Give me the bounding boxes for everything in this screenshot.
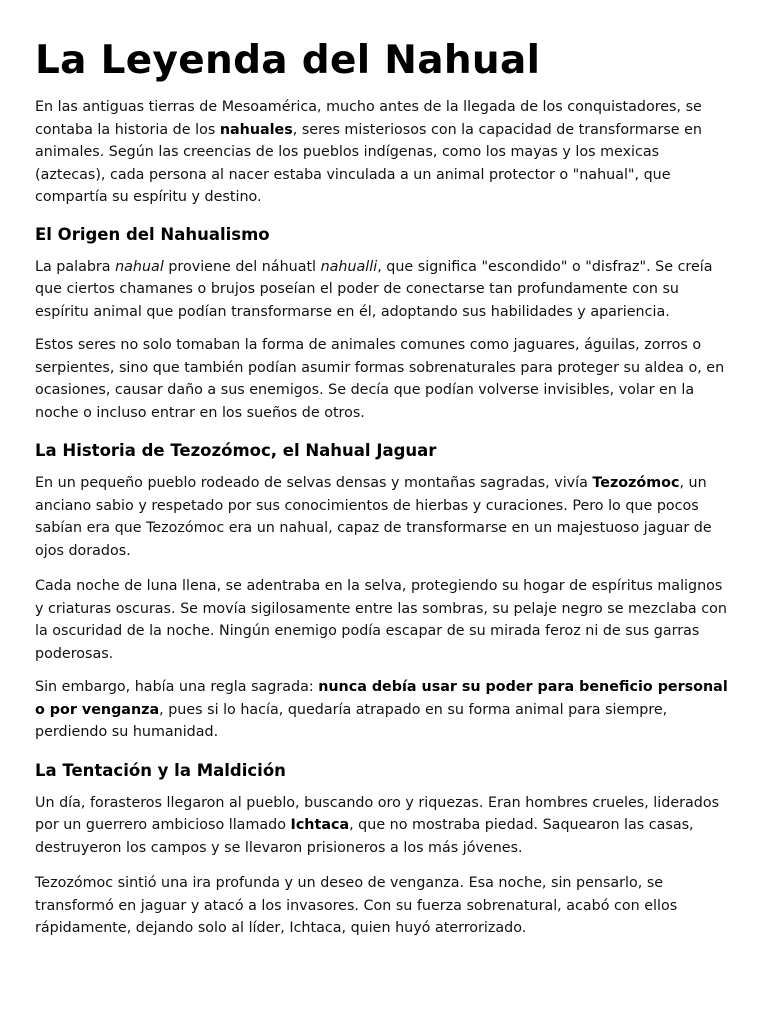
historia-paragraph-2: Cada noche de luna llena, se adentraba en la selva, protegiendo su hogar de espíritus malignos y criaturas oscuras. Se movía sigilosamente entre las sombras, su pelaje negro se mezclaba con la oscuridad de la noche. Ningún enemigo podía escapar de su mirada feroz ni de sus garras poderosas. <box>35 578 727 662</box>
historia-paragraph-3 <box>35 676 734 744</box>
historia-p1-text-2: , un anciano sabio y respetado por sus conocimientos de hierbas y curaciones. Pero lo que pocos sabían era que Tezozómoc era un nahual, capaz de transformarse en un majestuoso jaguar de ojos dorados. <box>35 475 712 559</box>
section-heading-origen: El Origen del Nahualismo <box>35 224 270 244</box>
historia-p1-text-1: En un pequeño pueblo rodeado de selvas densas y montañas sagradas, vivía <box>35 475 593 491</box>
origen-p1-text-3: , que significa "escondido" o "disfraz". Se creía que ciertos chamanes o brujos poseían el poder de conectarse tan profundamente con su espíritu animal que podían transformarse en él, adoptando sus habilidades y apariencia. <box>35 258 713 320</box>
tentacion-p1-text-1: Un día, forasteros llegaron al pueblo, buscando oro y riquezas. Eran hombres crueles, liderados por un guerrero ambicioso llamado <box>35 794 720 833</box>
historia-paragraph-1 <box>35 472 734 562</box>
tentacion-p1-text-2: , que no mostraba piedad. Saquearon las casas, destruyeron los campos y se llevaron prisioneros a los más jóvenes. <box>35 817 694 856</box>
tentacion-paragraph-1 <box>35 792 734 860</box>
historia-p3-text-2: , pues si lo hacía, quedaría atrapado en su forma animal para siempre, perdiendo su humanidad. <box>35 701 668 740</box>
origen-paragraph-2: Estos seres no solo tomaban la forma de animales comunes como jaguares, águilas, zorros o serpientes, sino que también podían asumir formas sobrenaturales para proteger su aldea o, en ocasiones, causar daño a sus enemigos. Se decía que podían volverse invisibles, volar en la noche o incluso entrar en los sueños de otros. <box>35 337 725 421</box>
tentacion-paragraph-2: Tezozómoc sintió una ira profunda y un deseo de venganza. Esa noche, sin pensarlo, se transformó en jaguar y atacó a los invasores. Con su fuerza sobrenatural, acabó con ellos rápidamente, dejando solo al líder, Ichtaca, quien huyó aterrorizado. <box>35 875 678 936</box>
intro-text-2: , seres misteriosos con la capacidad de transformarse en animales. Según las creencias de los pueblos indígenas, como los mayas y los mexicas (aztecas), cada persona al nacer estaba vinculada a un animal protector o "nahual", que compartía su espíritu y destino. <box>35 121 702 205</box>
section-heading-tentacion: La Tentación y la Maldición <box>35 760 286 780</box>
intro-bold-nahuales: nahuales <box>219 121 293 138</box>
origen-paragraph-1 <box>35 256 734 324</box>
origen-p1-italic-nahualli: nahualli <box>320 258 378 275</box>
section-heading-historia: La Historia de Tezozómoc, el Nahual Jaguar <box>35 441 437 460</box>
historia-p1-bold-tezozomoc: Tezozómoc <box>592 475 680 491</box>
origen-p1-italic-nahual: nahual <box>115 258 164 275</box>
intro-paragraph <box>35 96 734 209</box>
origen-p1-text-2: proviene del náhuatl <box>163 258 321 275</box>
origen-p1-text-1: La palabra <box>35 258 116 275</box>
intro-text-1: En las antiguas tierras de Mesoamérica, mucho antes de la llegada de los conquistadores, se contaba la historia de los <box>35 99 702 138</box>
historia-p3-bold-regla: nunca debía usar su poder para beneficio personal o por venganza <box>35 679 728 718</box>
historia-p3-text-1: Sin embargo, había una regla sagrada: <box>35 679 319 695</box>
tentacion-p1-bold-ichtaca: Ichtaca <box>290 817 350 833</box>
page-title: La Leyenda del Nahual <box>35 38 541 83</box>
